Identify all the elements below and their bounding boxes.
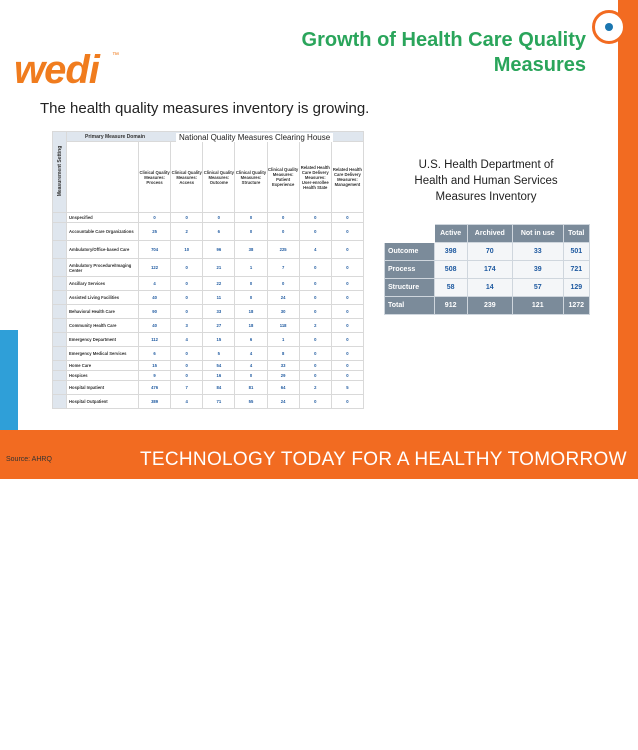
- cell-value: 0: [299, 223, 331, 241]
- cell-value: 54: [203, 361, 235, 371]
- table-row: [53, 305, 364, 319]
- column-header: Clinical Quality Measures: Structure: [235, 142, 267, 213]
- cell-value: 7: [171, 381, 203, 395]
- cell-value: 0: [235, 291, 267, 305]
- inventory-cell: 33: [512, 243, 563, 261]
- cell-value: 0: [171, 213, 203, 223]
- setting-cell: [53, 361, 67, 371]
- blank-header-cell: [67, 142, 139, 213]
- table-row: [53, 241, 364, 259]
- row-name: Ancillary Services: [67, 277, 139, 291]
- inventory-total-row: [385, 297, 590, 315]
- cell-value: 64: [267, 381, 299, 395]
- inventory-cell: 721: [563, 261, 589, 279]
- cell-value: 2: [299, 319, 331, 333]
- inventory-cell: 58: [434, 279, 467, 297]
- column-header: Clinical Quality Measures: Patient Experience: [267, 142, 299, 213]
- setting-cell: [53, 319, 67, 333]
- cell-value: 0: [299, 305, 331, 319]
- table-row: [53, 347, 364, 361]
- cell-value: 25: [139, 223, 171, 241]
- inventory-header: Total: [563, 225, 589, 243]
- cell-value: 5: [203, 347, 235, 361]
- footer-tagline: TECHNOLOGY TODAY FOR A HEALTHY TOMORROW: [140, 449, 627, 470]
- cell-value: 4: [171, 333, 203, 347]
- cell-value: 0: [171, 347, 203, 361]
- setting-cell: [53, 277, 67, 291]
- cell-value: 0: [331, 213, 363, 223]
- inventory-cell: 129: [563, 279, 589, 297]
- source-note: Source: AHRQ: [6, 456, 52, 463]
- cell-value: 0: [139, 213, 171, 223]
- column-header: Clinical Quality Measures: Process: [139, 142, 171, 213]
- cell-value: 10: [171, 241, 203, 259]
- cell-value: 40: [139, 291, 171, 305]
- inventory-header: Archived: [467, 225, 512, 243]
- right-orange-strip: [618, 0, 638, 430]
- primary-domain-header: Primary Measure Domain: [67, 132, 364, 142]
- cell-value: 0: [331, 291, 363, 305]
- hhs-line-2: Health and Human Services: [414, 175, 558, 187]
- cell-value: 0: [171, 361, 203, 371]
- cell-value: 33: [203, 305, 235, 319]
- hhs-caption: [388, 157, 584, 205]
- cell-value: 3: [171, 319, 203, 333]
- cell-value: 0: [171, 277, 203, 291]
- cell-value: 0: [299, 347, 331, 361]
- measures-matrix: [52, 131, 364, 409]
- cell-value: 704: [139, 241, 171, 259]
- cell-value: 112: [139, 333, 171, 347]
- setting-cell: [53, 371, 67, 381]
- inventory-total-cell: 239: [467, 297, 512, 315]
- cell-value: 7: [267, 259, 299, 277]
- cell-value: 476: [139, 381, 171, 395]
- cell-value: 0: [331, 305, 363, 319]
- row-name: Hospital Inpatient: [67, 381, 139, 395]
- logo-trademark: ™: [112, 52, 119, 59]
- cell-value: 8: [267, 347, 299, 361]
- inventory-cell: 57: [512, 279, 563, 297]
- table-row: [53, 259, 364, 277]
- column-headers: [53, 142, 364, 213]
- inventory-cell: 508: [434, 261, 467, 279]
- cell-value: 40: [139, 319, 171, 333]
- row-name: Accountable Care Organizations: [67, 223, 139, 241]
- cell-value: 11: [203, 291, 235, 305]
- inventory-row-label: Outcome: [385, 243, 435, 261]
- cell-value: 0: [331, 319, 363, 333]
- setting-column: [53, 132, 67, 213]
- inventory-total-label: Total: [385, 297, 435, 315]
- cell-value: 0: [299, 277, 331, 291]
- cell-value: 0: [331, 333, 363, 347]
- hhs-line-3: Measures Inventory: [435, 191, 537, 203]
- inventory-cell: 39: [512, 261, 563, 279]
- inventory-header: Not in use: [512, 225, 563, 243]
- inventory-row: [385, 243, 590, 261]
- row-name: Behavioral Health Care: [67, 305, 139, 319]
- column-header: Related Health Care Delivery Measures: Management: [331, 142, 363, 213]
- setting-cell: [53, 241, 67, 259]
- hhs-inventory-table: [384, 224, 590, 315]
- cell-value: 0: [235, 213, 267, 223]
- cell-value: 4: [235, 347, 267, 361]
- cell-value: 0: [331, 277, 363, 291]
- setting-cell: [53, 291, 67, 305]
- inventory-cell: 174: [467, 261, 512, 279]
- cell-value: 0: [267, 223, 299, 241]
- cell-value: 0: [299, 291, 331, 305]
- table-row: [53, 319, 364, 333]
- inventory-total-cell: 912: [434, 297, 467, 315]
- row-name: Hospital Outpatient: [67, 395, 139, 409]
- cell-value: 0: [203, 213, 235, 223]
- row-name: Ambulatory Procedure/Imaging Center: [67, 259, 139, 277]
- slide-subtitle: The health quality measures inventory is growing.: [40, 100, 370, 117]
- cell-value: 2: [299, 381, 331, 395]
- cell-value: 0: [331, 259, 363, 277]
- clearing-house-table: [52, 131, 364, 409]
- cell-value: 6: [203, 223, 235, 241]
- setting-label: Measurement Setting: [57, 145, 63, 197]
- cell-value: 71: [203, 395, 235, 409]
- cell-value: 21: [203, 259, 235, 277]
- row-name: Ambulatory/Office-based Care: [67, 241, 139, 259]
- cell-value: 1: [235, 259, 267, 277]
- cell-value: 4: [171, 395, 203, 409]
- table-row: [53, 213, 364, 223]
- cell-value: 0: [267, 213, 299, 223]
- cell-value: 16: [203, 371, 235, 381]
- cell-value: 0: [235, 371, 267, 381]
- cell-value: 0: [331, 223, 363, 241]
- setting-cell: [53, 333, 67, 347]
- inventory-row-label: Structure: [385, 279, 435, 297]
- cell-value: 0: [331, 241, 363, 259]
- cell-value: 389: [139, 395, 171, 409]
- corner-cell: [385, 225, 435, 243]
- cell-value: 96: [203, 241, 235, 259]
- cell-value: 38: [235, 241, 267, 259]
- cell-value: 30: [267, 305, 299, 319]
- row-name: Emergency Department: [67, 333, 139, 347]
- cell-value: 2: [171, 223, 203, 241]
- cell-value: 15: [139, 361, 171, 371]
- cell-value: 0: [299, 333, 331, 347]
- column-header: Clinical Quality Measures: Outcome: [203, 142, 235, 213]
- logo-text: wedi: [14, 48, 99, 92]
- cell-value: 1: [267, 333, 299, 347]
- table-row: [53, 361, 364, 371]
- cell-value: 18: [235, 319, 267, 333]
- row-name: Home Care: [67, 361, 139, 371]
- row-name: Assisted Living Facilities: [67, 291, 139, 305]
- row-name: Community Health Care: [67, 319, 139, 333]
- setting-cell: [53, 223, 67, 241]
- inventory-cell: 501: [563, 243, 589, 261]
- setting-cell: [53, 213, 67, 223]
- row-name: Hospices: [67, 371, 139, 381]
- cell-value: 0: [267, 277, 299, 291]
- cell-value: 18: [235, 305, 267, 319]
- cell-value: 118: [267, 319, 299, 333]
- cell-value: 0: [299, 213, 331, 223]
- cell-value: 0: [235, 277, 267, 291]
- inventory-header: Active: [434, 225, 467, 243]
- inventory-cell: 14: [467, 279, 512, 297]
- column-header: Related Health Care Delivery Measures: User-enrollee Health State: [299, 142, 331, 213]
- cell-value: 84: [203, 381, 235, 395]
- cell-value: 0: [235, 223, 267, 241]
- row-name: Emergency Medical Services: [67, 347, 139, 361]
- cell-value: 225: [267, 241, 299, 259]
- cell-value: 22: [203, 277, 235, 291]
- cell-value: 5: [331, 381, 363, 395]
- title-line-1: Growth of Health Care Quality: [301, 29, 586, 51]
- cell-value: 55: [235, 395, 267, 409]
- left-blue-strip: [0, 330, 18, 743]
- cell-value: 0: [299, 371, 331, 381]
- table-row: [53, 291, 364, 305]
- clearing-house-label: National Quality Measures Clearing House: [176, 133, 333, 142]
- table-row: [53, 371, 364, 381]
- table-row: [53, 333, 364, 347]
- inventory-row-label: Process: [385, 261, 435, 279]
- inventory-total-cell: 121: [512, 297, 563, 315]
- side-url-label: WEDI.COM: [6, 677, 18, 743]
- table-row: [53, 395, 364, 409]
- cell-value: 122: [139, 259, 171, 277]
- blue-dot-icon: [605, 23, 613, 31]
- cell-value: 0: [331, 395, 363, 409]
- cell-value: 27: [203, 319, 235, 333]
- inventory-cell: 398: [434, 243, 467, 261]
- corner-circle-decoration: [592, 10, 626, 44]
- inventory-row: [385, 279, 590, 297]
- cell-value: 0: [171, 259, 203, 277]
- wedi-logo: [4, 22, 120, 92]
- table-row: [53, 381, 364, 395]
- column-header: Clinical Quality Measures: Access: [171, 142, 203, 213]
- setting-cell: [53, 305, 67, 319]
- cell-value: 81: [235, 381, 267, 395]
- cell-value: 90: [139, 305, 171, 319]
- cell-value: 0: [299, 395, 331, 409]
- cell-value: 33: [267, 361, 299, 371]
- inventory-total-cell: 1272: [563, 297, 589, 315]
- cell-value: 15: [203, 333, 235, 347]
- inventory-row: [385, 261, 590, 279]
- cell-value: 0: [171, 305, 203, 319]
- setting-cell: [53, 347, 67, 361]
- table-row: [53, 277, 364, 291]
- setting-cell: [53, 395, 67, 409]
- cell-value: 4: [299, 241, 331, 259]
- cell-value: 0: [171, 291, 203, 305]
- cell-value: 0: [331, 361, 363, 371]
- cell-value: 0: [299, 361, 331, 371]
- cell-value: 24: [267, 291, 299, 305]
- setting-cell: [53, 259, 67, 277]
- setting-cell: [53, 381, 67, 395]
- cell-value: 6: [235, 333, 267, 347]
- hhs-line-1: U.S. Health Department of: [418, 159, 554, 171]
- table-row: [53, 223, 364, 241]
- row-name: Unspecified: [67, 213, 139, 223]
- cell-value: 9: [139, 371, 171, 381]
- cell-value: 0: [331, 347, 363, 361]
- cell-value: 0: [331, 371, 363, 381]
- cell-value: 0: [171, 371, 203, 381]
- cell-value: 0: [299, 259, 331, 277]
- cell-value: 6: [139, 347, 171, 361]
- cell-value: 4: [235, 361, 267, 371]
- title-line-2: Measures: [493, 54, 586, 76]
- cell-value: 29: [267, 371, 299, 381]
- cell-value: 4: [139, 277, 171, 291]
- cell-value: 24: [267, 395, 299, 409]
- slide-title: [210, 28, 586, 78]
- inventory-header-row: [385, 225, 590, 243]
- inventory-cell: 70: [467, 243, 512, 261]
